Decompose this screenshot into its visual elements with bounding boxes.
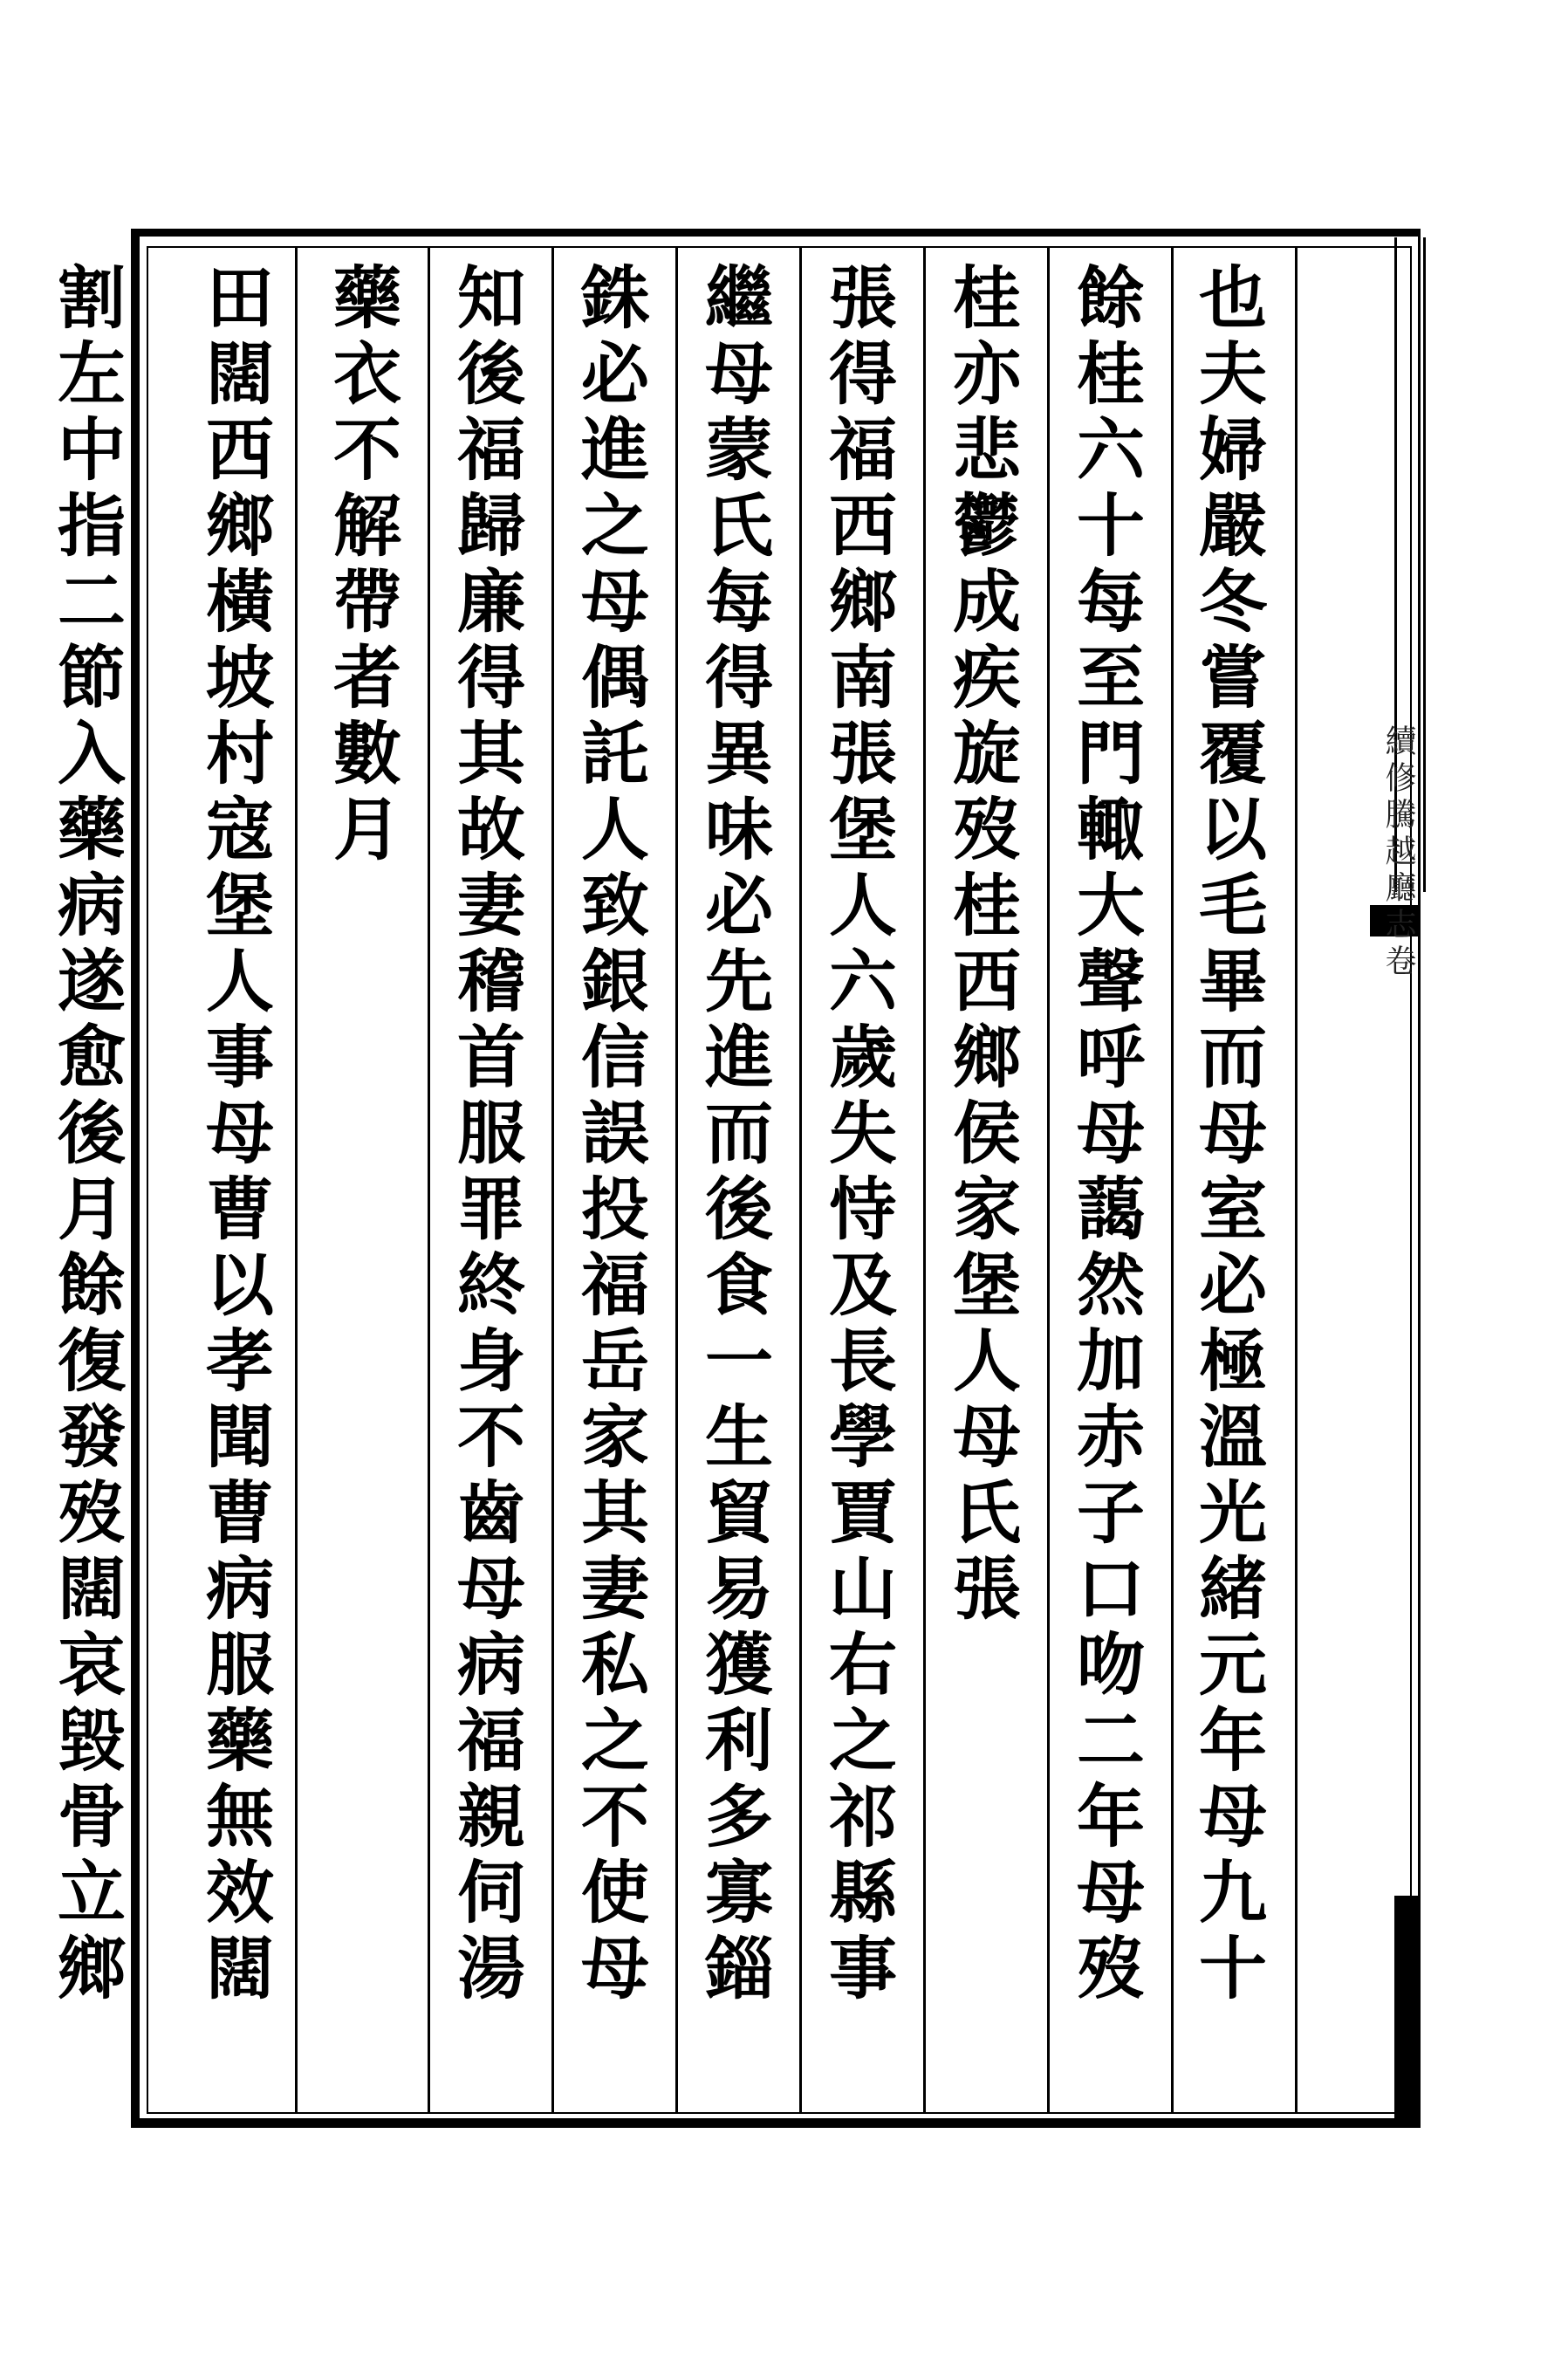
text-column-10: 割左中指二節入藥病遂愈後月餘復發歿闊哀毀骨立鄉: [46, 262, 126, 2008]
column-rule: [1047, 246, 1050, 2114]
page-margin-band: [1370, 229, 1421, 2128]
column-rule: [675, 246, 678, 2114]
margin-lower-block: [1394, 1896, 1421, 2123]
text-column-6: 銖必進之母偶託人致銀信誤投福岳家其妻私之不使母: [570, 262, 649, 2008]
text-column-1: 也夫婦嚴冬嘗覆以毛畢而母室必極溫光緒元年母九十: [1188, 262, 1267, 2008]
text-column-3: 桂亦悲鬱成疾旋歿桂西鄉侯家堡人母氏張: [941, 262, 1021, 1629]
text-column-7: 知後福歸廉得其故妻稽首服罪終身不齒母病福親伺湯: [446, 262, 525, 2008]
column-rule: [295, 246, 298, 2114]
margin-title: 續修騰越廳志卷: [1380, 724, 1416, 981]
column-rule: [1171, 246, 1174, 2114]
column-rule: [923, 246, 926, 2114]
text-column-5: 繼母蒙氏每得異味必先進而後食一生貿易獲利多寡錙: [694, 262, 773, 2008]
column-rule: [1295, 246, 1298, 2114]
column-rule: [551, 246, 554, 2114]
column-rule: [428, 246, 430, 2114]
column-rule: [799, 246, 802, 2114]
text-column-4: 張得福西鄉南張堡人六歲失恃及長學賈山右之祁縣事: [818, 262, 897, 2008]
text-column-8: 藥衣不解帶者數月: [322, 262, 401, 869]
text-column-2: 餘桂六十每至門輙大聲呼母藹然加赤子口吻二年母歿: [1065, 262, 1145, 2008]
text-column-9: 田闊西鄉橫坡村寇堡人事母曹以孝聞曹病服藥無效闊: [195, 262, 274, 2008]
